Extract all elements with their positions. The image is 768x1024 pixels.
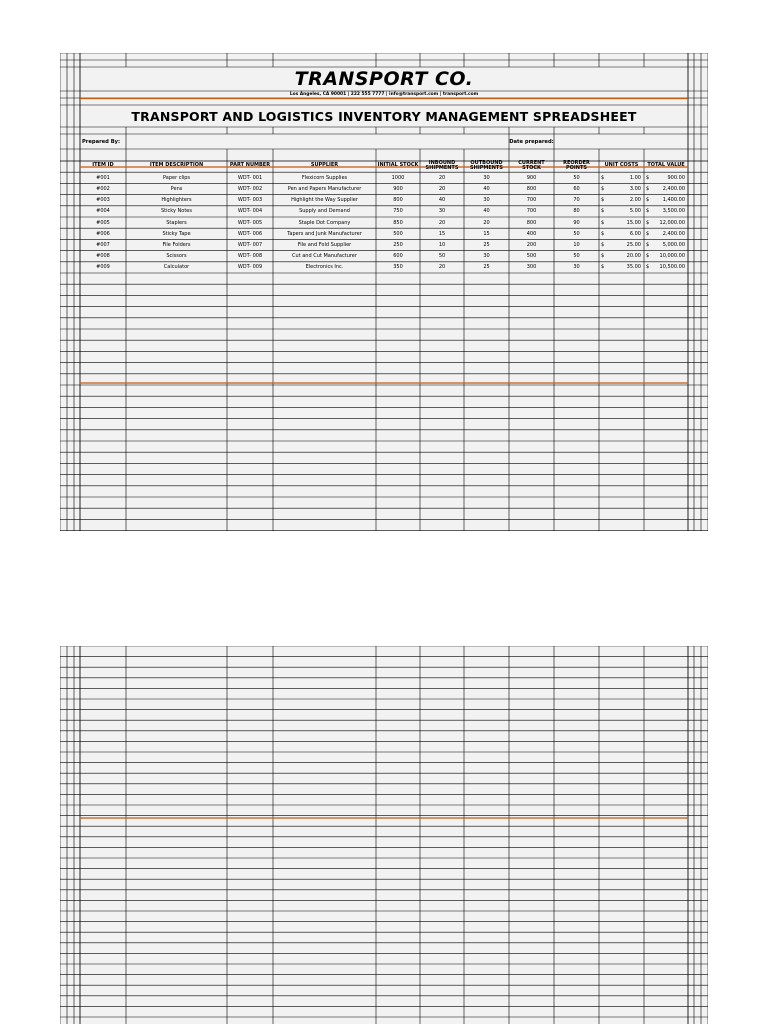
cell-supplier[interactable]: Tapers and Junk Manufacturer: [287, 230, 362, 237]
header-supplier: SUPPLIER: [310, 162, 339, 169]
cell-reorder[interactable]: 60: [573, 185, 580, 192]
cell-reorder[interactable]: 50: [573, 230, 580, 237]
cell-outbound[interactable]: 40: [483, 185, 490, 192]
cell-current[interactable]: 400: [526, 230, 537, 237]
cell-initial[interactable]: 1000: [391, 174, 405, 181]
cell-description[interactable]: Sticky Tape: [162, 230, 191, 237]
cell-unit-cost[interactable]: 6.00: [629, 230, 641, 237]
cell-unit-cost[interactable]: 35.00: [626, 264, 641, 271]
cell-outbound[interactable]: 25: [483, 264, 490, 271]
currency-symbol: $: [646, 197, 650, 204]
cell-supplier[interactable]: Electronics Inc.: [305, 264, 344, 271]
cell-part[interactable]: WDT- 008: [237, 253, 263, 260]
cell-id[interactable]: #007: [96, 241, 110, 248]
cell-unit-cost[interactable]: 3.00: [629, 185, 641, 192]
cell-total-value[interactable]: 3,500.00: [662, 208, 685, 215]
cell-id[interactable]: #008: [96, 253, 110, 260]
currency-symbol: $: [646, 219, 650, 226]
cell-id[interactable]: #005: [96, 219, 110, 226]
cell-unit-cost[interactable]: 15.00: [626, 219, 641, 226]
header-current-stock: CURRENT STOCK: [518, 160, 545, 172]
currency-symbol: $: [646, 230, 650, 237]
cell-total-value[interactable]: 10,500.00: [659, 264, 685, 271]
currency-symbol: $: [601, 219, 605, 226]
cell-description[interactable]: Sticky Notes: [161, 208, 192, 215]
cell-id[interactable]: #003: [96, 197, 110, 204]
cell-initial[interactable]: 900: [393, 185, 403, 192]
cell-part[interactable]: WDT- 001: [237, 174, 263, 181]
header-total-value: TOTAL VALUE: [647, 162, 685, 169]
cell-current[interactable]: 800: [526, 219, 537, 226]
header-initial-stock: INITIAL STOCK: [377, 162, 419, 169]
currency-symbol: $: [601, 230, 605, 237]
header-item-id: ITEM ID: [92, 162, 114, 169]
cell-total-value[interactable]: 5,000.00: [662, 241, 685, 248]
cell-total-value[interactable]: 1,400.00: [662, 197, 685, 204]
cell-inbound[interactable]: 10: [438, 241, 446, 248]
cell-initial[interactable]: 500: [393, 230, 403, 237]
header-part-number: PART NUMBER: [229, 162, 271, 169]
cell-outbound[interactable]: 30: [483, 197, 490, 204]
cell-supplier[interactable]: File and Fold Supplier: [297, 241, 352, 248]
cell-total-value[interactable]: 2,400.00: [662, 185, 685, 192]
currency-symbol: $: [601, 197, 605, 204]
cell-outbound[interactable]: 25: [483, 241, 490, 248]
cell-part[interactable]: WDT- 004: [237, 208, 263, 215]
cell-initial[interactable]: 350: [393, 264, 403, 271]
currency-symbol: $: [646, 208, 650, 215]
cell-current[interactable]: 300: [526, 264, 537, 271]
cell-supplier[interactable]: Highlight the Way Supplier: [291, 197, 358, 204]
header-reorder-points: REORDER POINTS: [563, 160, 590, 172]
spreadsheet-page-2: [60, 646, 708, 1024]
date-prepared-field[interactable]: [554, 134, 688, 149]
cell-inbound[interactable]: 30: [438, 208, 446, 215]
cell-description[interactable]: Staplers: [166, 219, 187, 226]
cell-initial[interactable]: 750: [393, 208, 403, 215]
cell-current[interactable]: 800: [526, 185, 537, 192]
cell-inbound[interactable]: 20: [438, 174, 446, 181]
cell-outbound[interactable]: 30: [483, 174, 490, 181]
currency-symbol: $: [601, 264, 605, 271]
date-prepared-label: Date prepared:: [509, 138, 554, 145]
currency-symbol: $: [601, 185, 605, 192]
currency-symbol: $: [646, 174, 650, 181]
cell-total-value[interactable]: 10,000.00: [659, 253, 685, 260]
cell-initial[interactable]: 250: [393, 241, 403, 248]
cell-part[interactable]: WDT- 009: [237, 264, 263, 271]
cell-inbound[interactable]: 50: [438, 253, 446, 260]
currency-symbol: $: [646, 253, 650, 260]
cell-initial[interactable]: 800: [393, 197, 403, 204]
currency-symbol: $: [646, 264, 650, 271]
currency-symbol: $: [601, 174, 605, 181]
currency-symbol: $: [601, 253, 605, 260]
cell-id[interactable]: #004: [96, 208, 110, 215]
cell-supplier[interactable]: Flexicorn Supplies: [301, 174, 348, 181]
cell-current[interactable]: 200: [526, 241, 537, 248]
cell-part[interactable]: WDT- 003: [237, 197, 263, 204]
document-title: TRANSPORT AND LOGISTICS INVENTORY MANAGEMENT SPREADSHEET: [131, 109, 637, 124]
cell-part[interactable]: WDT- 006: [237, 230, 263, 237]
cell-part[interactable]: WDT- 007: [237, 241, 263, 248]
grid-lines: [60, 646, 708, 1024]
cell-reorder[interactable]: 50: [573, 253, 580, 260]
cell-inbound[interactable]: 20: [438, 264, 446, 271]
cell-reorder[interactable]: 30: [573, 264, 580, 271]
cell-part[interactable]: WDT- 005: [237, 219, 263, 226]
cell-outbound[interactable]: 15: [483, 230, 490, 237]
cell-id[interactable]: #006: [96, 230, 110, 237]
cell-initial[interactable]: 600: [393, 253, 403, 260]
cell-current[interactable]: 900: [526, 174, 537, 181]
cell-reorder[interactable]: 10: [573, 241, 580, 248]
cell-description[interactable]: Calculator: [163, 264, 190, 271]
cell-id[interactable]: #002: [96, 185, 110, 192]
cell-inbound[interactable]: 20: [438, 185, 446, 192]
currency-symbol: $: [601, 208, 605, 215]
cell-reorder[interactable]: 80: [573, 208, 580, 215]
cell-supplier[interactable]: Supply and Demand: [299, 208, 350, 215]
cell-unit-cost[interactable]: 2.00: [629, 197, 641, 204]
cell-description[interactable]: File Folders: [162, 241, 191, 248]
header-outbound-shipments: OUTBOUND SHIPMENTS: [470, 160, 503, 172]
cell-inbound[interactable]: 20: [438, 219, 446, 226]
cell-description[interactable]: Scissors: [166, 253, 187, 260]
spreadsheet-page-1: [60, 53, 708, 531]
cell-description[interactable]: Pens: [170, 185, 183, 192]
cell-unit-cost[interactable]: 1.00: [629, 174, 641, 181]
cell-outbound[interactable]: 20: [483, 219, 490, 226]
cell-supplier[interactable]: Pen and Papers Manufacturer: [287, 185, 362, 192]
cell-inbound[interactable]: 40: [438, 197, 446, 204]
prepared-by-label: Prepared By:: [82, 138, 121, 145]
prepared-by-field[interactable]: [126, 134, 508, 149]
cell-reorder[interactable]: 50: [573, 174, 580, 181]
cell-total-value[interactable]: 2,400.00: [662, 230, 685, 237]
currency-symbol: $: [601, 241, 605, 248]
cell-current[interactable]: 500: [526, 253, 537, 260]
currency-symbol: $: [646, 241, 650, 248]
cell-current[interactable]: 700: [526, 197, 537, 204]
cell-unit-cost[interactable]: 25.00: [626, 241, 641, 248]
cell-current[interactable]: 700: [526, 208, 537, 215]
cell-unit-cost[interactable]: 5.00: [629, 208, 641, 215]
company-contact: Los Angeles, CA 90001 | 222 555 7777 | info@transport.com | transport.com: [289, 92, 479, 97]
header-unit-costs: UNIT COSTS: [604, 162, 639, 169]
cell-supplier[interactable]: Staple Dot Company: [298, 219, 351, 226]
cell-id[interactable]: #001: [96, 174, 110, 181]
header-inbound-shipments: INBOUND SHIPMENTS: [425, 160, 459, 172]
cell-initial[interactable]: 850: [393, 219, 403, 226]
cell-outbound[interactable]: 40: [483, 208, 490, 215]
cell-total-value[interactable]: 12,000.00: [659, 219, 685, 226]
cell-reorder[interactable]: 90: [573, 219, 580, 226]
company-name: TRANSPORT CO.: [294, 68, 474, 90]
cell-description[interactable]: Paper clips: [162, 174, 191, 181]
cell-id[interactable]: #009: [96, 264, 110, 271]
header-item-description: ITEM DESCRIPTION: [149, 162, 204, 169]
cell-unit-cost[interactable]: 20.00: [626, 253, 641, 260]
cell-supplier[interactable]: Cut and Cut Manufacturer: [292, 253, 357, 260]
cell-description[interactable]: Highlighters: [161, 197, 192, 204]
cell-reorder[interactable]: 70: [573, 197, 580, 204]
cell-outbound[interactable]: 30: [483, 253, 490, 260]
cell-total-value[interactable]: 900.00: [667, 174, 685, 181]
cell-part[interactable]: WDT- 002: [237, 185, 263, 192]
cell-inbound[interactable]: 15: [438, 230, 446, 237]
currency-symbol: $: [646, 185, 650, 192]
